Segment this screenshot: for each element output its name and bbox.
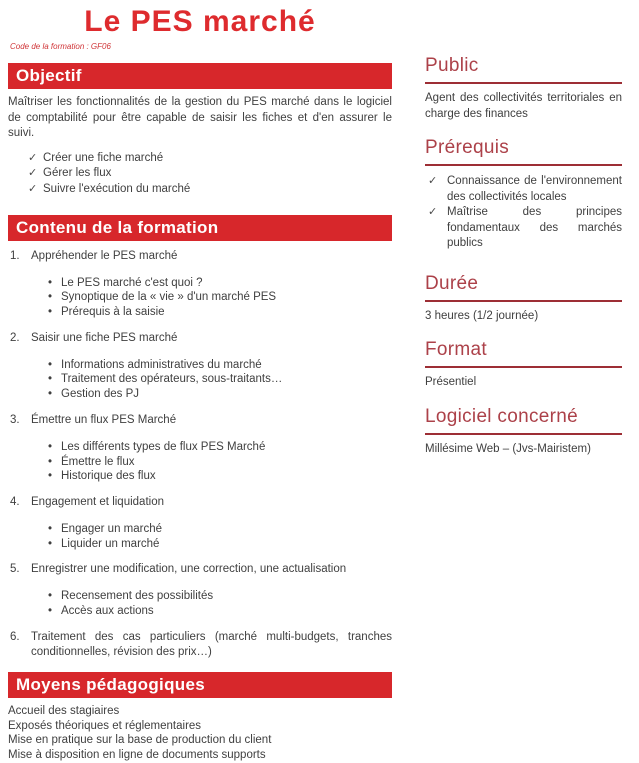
prerequis-checklist [425, 174, 622, 252]
bullet-icon: • [48, 291, 53, 304]
item-label: Saisir une fiche PES marché [31, 331, 178, 344]
check-item-label: Gérer les flux [43, 167, 112, 180]
bullet-icon: • [48, 455, 53, 468]
objectif-paragraph: Maîtriser les fonctionnalités de la gestion du PES marché dans le logiciel de comptabilité pour être capable de saisir les fiches et d'en assurer le suivi. [8, 96, 392, 139]
check-item-label: Maîtrise des principes fondamentaux des marchés publics [447, 206, 622, 249]
duree-text: 3 heures (1/2 journée) [425, 309, 539, 322]
check-icon: ✓ [428, 206, 438, 218]
banner-contenu: Contenu de la formation [8, 215, 392, 241]
check-item-label: Créer une fiche marché [43, 151, 164, 164]
bullet-item [48, 589, 392, 604]
contenu-item-row [8, 413, 392, 428]
item-label: Émettre un flux PES Marché [31, 413, 177, 426]
moyens-list [8, 704, 392, 763]
bullet-item [48, 455, 392, 470]
sidebar-column [425, 55, 622, 738]
bullet-item [48, 537, 392, 552]
formation-code: Code de la formation : GF06 [10, 42, 111, 51]
contenu-item-5 [8, 562, 392, 618]
bullet-item [48, 469, 392, 484]
contenu-item-row [8, 331, 392, 346]
sub-bullet-list [48, 589, 392, 618]
contenu-item-row [8, 249, 392, 264]
moyens-line: Accueil des stagiaires [8, 704, 120, 717]
bullet-icon: • [48, 440, 53, 453]
check-item-label: Suivre l'exécution du marché [43, 182, 191, 195]
side-section-public [425, 55, 622, 122]
item-number: 4. [10, 495, 20, 508]
item-number: 3. [10, 413, 20, 426]
bullet-icon: • [48, 373, 53, 386]
check-icon: ✓ [28, 151, 38, 164]
check-icon: ✓ [428, 175, 438, 187]
sub-bullet-list [48, 440, 392, 484]
bullet-item [48, 290, 392, 305]
bullet-label: Recensement des possibilités [61, 590, 214, 603]
contenu-item-4 [8, 495, 392, 551]
bullet-icon: • [48, 470, 53, 483]
contenu-item-row [8, 630, 392, 660]
bullet-item [48, 305, 392, 320]
bullet-label: Gestion des PJ [61, 388, 139, 401]
bullet-item [48, 372, 392, 387]
bullet-label: Accès aux actions [61, 605, 154, 618]
bullet-item [48, 522, 392, 537]
item-label: Traitement des cas particuliers (marché multi-budgets, tranches conditionnelles, révision des prix…) [31, 630, 392, 658]
bullet-label: Émettre le flux [61, 455, 135, 468]
item-label: Engagement et liquidation [31, 495, 164, 508]
check-item [28, 182, 392, 198]
item-number: 2. [10, 331, 20, 344]
objectif-checklist [28, 151, 392, 198]
item-label: Appréhender le PES marché [31, 249, 178, 262]
moyens-line: Mise en pratique sur la base de production du client [8, 734, 272, 747]
contenu-list [8, 249, 392, 660]
banner-objectif: Objectif [8, 63, 392, 89]
side-heading-prerequis: Prérequis [425, 137, 622, 166]
bullet-icon: • [48, 537, 53, 550]
logiciel-text: Millésime Web – (Jvs-Mairistem) [425, 442, 591, 455]
bullet-label: Les différents types de flux PES Marché [61, 440, 266, 453]
side-section-logiciel [425, 406, 622, 458]
side-heading-logiciel: Logiciel concerné [425, 406, 622, 435]
sub-bullet-list [48, 276, 392, 320]
check-item [28, 166, 392, 182]
side-heading-format: Format [425, 339, 622, 368]
bullet-label: Le PES marché c'est quoi ? [61, 276, 203, 289]
check-item [28, 151, 392, 167]
bullet-item [48, 276, 392, 291]
sub-bullet-list [48, 522, 392, 551]
main-column [8, 0, 392, 762]
bullet-icon: • [48, 590, 53, 603]
contenu-item-3 [8, 413, 392, 484]
bullet-icon: • [48, 276, 53, 289]
side-heading-duree: Durée [425, 273, 622, 302]
check-item [425, 205, 622, 252]
page-title: Le PES marché [84, 5, 316, 38]
bullet-icon: • [48, 522, 53, 535]
check-icon: ✓ [28, 167, 38, 180]
bullet-item [48, 358, 392, 373]
bullet-label: Liquider un marché [61, 537, 160, 550]
bullet-label: Engager un marché [61, 522, 163, 535]
bullet-icon: • [48, 388, 53, 401]
bullet-icon: • [48, 306, 53, 319]
contenu-item-row [8, 562, 392, 577]
moyens-line: Exposés théoriques et réglementaires [8, 719, 202, 732]
contenu-item-row [8, 495, 392, 510]
bullet-icon: • [48, 358, 53, 371]
item-label: Enregistrer une modification, une correction, une actualisation [31, 563, 347, 576]
contenu-item-1 [8, 249, 392, 320]
contenu-item-2 [8, 331, 392, 402]
public-text: Agent des collectivités territoriales en charge des finances [425, 92, 622, 120]
bullet-icon: • [48, 605, 53, 618]
check-item [425, 174, 622, 205]
side-heading-public: Public [425, 55, 622, 84]
bullet-label: Informations administratives du marché [61, 358, 262, 371]
side-section-duree [425, 273, 622, 325]
banner-moyens: Moyens pédagogiques [8, 672, 392, 698]
bullet-label: Prérequis à la saisie [61, 306, 165, 319]
bullet-item [48, 387, 392, 402]
bullet-label: Synoptique de la « vie » d'un marché PES [61, 291, 277, 304]
bullet-item [48, 440, 392, 455]
item-number: 5. [10, 563, 20, 576]
item-number: 6. [10, 630, 20, 643]
check-item-label: Connaissance de l'environnement des collectivités locales [447, 175, 622, 203]
item-number: 1. [10, 249, 20, 262]
bullet-item [48, 604, 392, 619]
check-icon: ✓ [28, 182, 38, 195]
format-text: Présentiel [425, 376, 477, 388]
sub-bullet-list [48, 358, 392, 402]
moyens-line: Mise à disposition en ligne de documents supports [8, 749, 266, 762]
side-section-prerequis [425, 137, 622, 252]
contenu-item-6 [8, 630, 392, 660]
side-section-format [425, 339, 622, 391]
bullet-label: Traitement des opérateurs, sous-traitants… [61, 373, 283, 386]
bullet-label: Historique des flux [61, 470, 156, 483]
